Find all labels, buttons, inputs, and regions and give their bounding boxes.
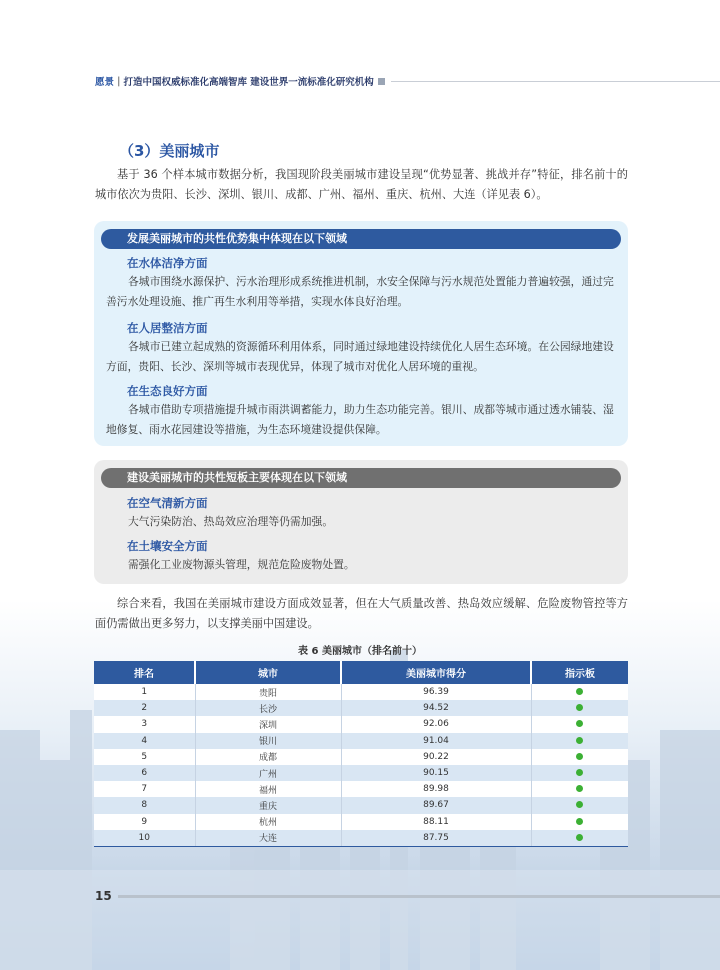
cell-score: 89.67 bbox=[341, 797, 531, 813]
table-row bbox=[94, 781, 628, 797]
header-separator: | bbox=[117, 75, 121, 87]
cell-rank: 2 bbox=[94, 700, 195, 716]
cell-indicator bbox=[531, 830, 628, 847]
strength-title-living: 在人居整洁方面 bbox=[127, 321, 208, 335]
cell-score: 91.04 bbox=[341, 733, 531, 749]
cell-city: 长沙 bbox=[195, 700, 341, 716]
green-indicator-icon bbox=[576, 688, 583, 695]
ranking-table bbox=[94, 661, 628, 847]
table-title: 表 6 美丽城市（排名前十） bbox=[298, 646, 422, 657]
weaknesses-box bbox=[94, 460, 628, 584]
green-indicator-icon bbox=[576, 769, 583, 776]
table-row bbox=[94, 716, 628, 732]
header-rule bbox=[391, 81, 720, 82]
column-header-indicator: 指示板 bbox=[531, 661, 628, 684]
strengths-heading: 发展美丽城市的共性优势集中体现在以下领域 bbox=[101, 229, 621, 249]
column-header-city: 城市 bbox=[195, 661, 341, 684]
cell-rank: 6 bbox=[94, 765, 195, 781]
strengths-box bbox=[94, 221, 628, 446]
table-row bbox=[94, 684, 628, 700]
green-indicator-icon bbox=[576, 720, 583, 727]
cell-city: 广州 bbox=[195, 765, 341, 781]
weakness-text-soil: 需强化工业废物源头管理，规范危险废物处置。 bbox=[128, 558, 355, 571]
cell-indicator bbox=[531, 814, 628, 830]
cell-rank: 10 bbox=[94, 830, 195, 847]
strength-text-ecology: 各城市借助专项措施提升城市雨洪调蓄能力，助力生态功能完善。银川、成都等城市通过透水铺装、湿地修复、雨水花园建设等措施，为生态环境建设提供保障。 bbox=[106, 403, 614, 436]
table-row bbox=[94, 814, 628, 830]
cell-indicator bbox=[531, 797, 628, 813]
cell-score: 92.06 bbox=[341, 716, 531, 732]
cell-score: 87.75 bbox=[341, 830, 531, 847]
column-header-rank: 排名 bbox=[94, 661, 195, 684]
cell-city: 成都 bbox=[195, 749, 341, 765]
cell-city: 银川 bbox=[195, 733, 341, 749]
cell-rank: 4 bbox=[94, 733, 195, 749]
cell-indicator bbox=[531, 781, 628, 797]
cell-city: 杭州 bbox=[195, 814, 341, 830]
cell-rank: 7 bbox=[94, 781, 195, 797]
cell-score: 90.22 bbox=[341, 749, 531, 765]
cell-indicator bbox=[531, 700, 628, 716]
green-indicator-icon bbox=[576, 785, 583, 792]
weakness-title-soil: 在土壤安全方面 bbox=[127, 539, 208, 553]
cell-score: 90.15 bbox=[341, 765, 531, 781]
green-indicator-icon bbox=[576, 737, 583, 744]
intro-paragraph: 基于 36 个样本城市数据分析，我国现阶段美丽城市建设呈现“优势显著、挑战并存”特征，排名前十的城市依次为贵阳、长沙、深圳、银川、成都、广州、福州、重庆、杭州、大连（详见表 6）。 bbox=[95, 168, 628, 201]
conclusion-paragraph: 综合来看，我国在美丽城市建设方面成效显著，但在大气质量改善、热岛效应缓解、危险废物管控等方面仍需做出更多努力，以支撑美丽中国建设。 bbox=[95, 597, 628, 630]
cell-indicator bbox=[531, 749, 628, 765]
green-indicator-icon bbox=[576, 818, 583, 825]
header-square-marker bbox=[378, 78, 385, 85]
green-indicator-icon bbox=[576, 834, 583, 841]
cell-city: 深圳 bbox=[195, 716, 341, 732]
header-title: 打造中国权威标准化高端智库 建设世界一流标准化研究机构 bbox=[123, 77, 374, 88]
cell-rank: 1 bbox=[94, 684, 195, 700]
table-row bbox=[94, 797, 628, 813]
table-row bbox=[94, 765, 628, 781]
cell-score: 96.39 bbox=[341, 684, 531, 700]
cell-city: 贵阳 bbox=[195, 684, 341, 700]
page-number: 15 bbox=[95, 889, 112, 903]
cell-indicator bbox=[531, 716, 628, 732]
cell-indicator bbox=[531, 684, 628, 700]
cell-city: 重庆 bbox=[195, 797, 341, 813]
column-header-score: 美丽城市得分 bbox=[341, 661, 531, 684]
weakness-text-air: 大气污染防治、热岛效应治理等仍需加强。 bbox=[128, 515, 334, 528]
running-header bbox=[95, 74, 720, 88]
strength-title-water: 在水体洁净方面 bbox=[127, 256, 208, 270]
footer-rule bbox=[118, 895, 720, 898]
cell-score: 94.52 bbox=[341, 700, 531, 716]
cell-rank: 5 bbox=[94, 749, 195, 765]
cell-score: 89.98 bbox=[341, 781, 531, 797]
table-row bbox=[94, 749, 628, 765]
table-row bbox=[94, 830, 628, 847]
cell-city: 大连 bbox=[195, 830, 341, 847]
header-brand: 愿景 bbox=[95, 77, 115, 88]
strength-text-living: 各城市已建立起成熟的资源循环利用体系，同时通过绿地建设持续优化人居生态环境。在公园绿地建设方面，贵阳、长沙、深圳等城市表现优异，体现了城市对优化人居环境的重视。 bbox=[106, 340, 614, 373]
section-title: （3）美丽城市 bbox=[119, 142, 220, 160]
cell-rank: 3 bbox=[94, 716, 195, 732]
strength-title-ecology: 在生态良好方面 bbox=[127, 384, 208, 398]
table-row bbox=[94, 700, 628, 716]
green-indicator-icon bbox=[576, 801, 583, 808]
strength-text-water: 各城市围绕水源保护、污水治理形成系统推进机制，水安全保障与污水规范处置能力普遍较强，通过完善污水处理设施、推广再生水利用等举措，实现水体良好治理。 bbox=[106, 275, 614, 308]
cell-indicator bbox=[531, 765, 628, 781]
green-indicator-icon bbox=[576, 704, 583, 711]
cell-indicator bbox=[531, 733, 628, 749]
cell-rank: 9 bbox=[94, 814, 195, 830]
weakness-title-air: 在空气清新方面 bbox=[127, 496, 208, 510]
cell-city: 福州 bbox=[195, 781, 341, 797]
table-header-row bbox=[94, 661, 628, 684]
green-indicator-icon bbox=[576, 753, 583, 760]
cell-rank: 8 bbox=[94, 797, 195, 813]
cell-score: 88.11 bbox=[341, 814, 531, 830]
weaknesses-heading: 建设美丽城市的共性短板主要体现在以下领域 bbox=[101, 468, 621, 488]
table-row bbox=[94, 733, 628, 749]
